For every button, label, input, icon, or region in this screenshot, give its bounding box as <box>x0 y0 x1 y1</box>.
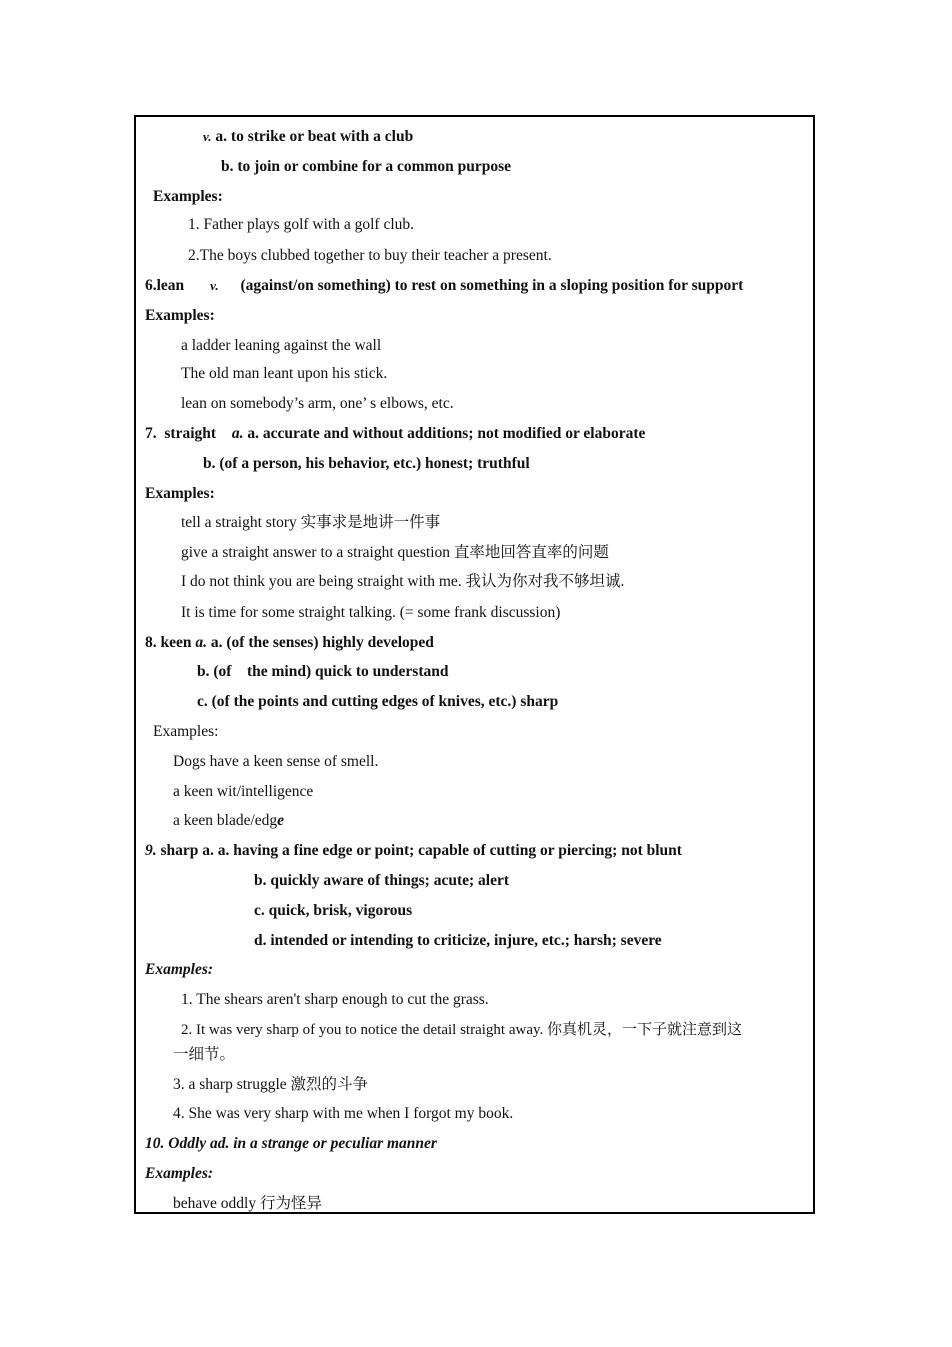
keen-example-1: Dogs have a keen sense of smell. <box>173 753 379 770</box>
club-def-a-line <box>203 128 413 146</box>
sharp-example-4: 4. She was very sharp with me when I forgot my book. <box>173 1105 514 1122</box>
straight-def-b: b. (of a person, his behavior, etc.) honest; truthful <box>203 455 530 472</box>
straight-heading <box>145 425 645 443</box>
lean-heading <box>145 277 743 295</box>
keen-def-b: b. (of the mind) quick to understand <box>197 663 449 680</box>
oddly-heading: 10. Oddly ad. in a strange or peculiar manner <box>145 1135 437 1152</box>
club-def-b: b. to join or combine for a common purpose <box>221 158 512 175</box>
club-examples-label: Examples: <box>153 188 223 205</box>
straight-def-a: a. accurate and without additions; not modified or elaborate <box>247 425 646 442</box>
keen-examples-label: Examples: <box>153 723 219 740</box>
keen-example-3-tail: e <box>277 812 285 829</box>
keen-def-a: a. (of the senses) highly developed <box>210 634 434 651</box>
straight-example-4: It is time for some straight talking. (= some frank discussion) <box>181 604 561 621</box>
straight-pos: a. <box>231 425 244 442</box>
club-def-a: a. to strike or beat with a club <box>215 128 414 145</box>
club-pos: v. <box>203 129 212 144</box>
keen-example-2: a keen wit/intelligence <box>173 783 314 800</box>
sharp-example-2-line-1: 2. It was very sharp of you to notice the detail straight away. 你真机灵，一下子就注意到这 <box>181 1022 743 1038</box>
sharp-def-c: c. quick, brisk, vigorous <box>254 902 413 919</box>
lean-example-2: The old man leant upon his stick. <box>181 365 388 382</box>
club-example-1: 1. Father plays golf with a golf club. <box>188 216 414 233</box>
keen-heading <box>145 634 434 652</box>
sharp-def-d: d. intended or intending to criticize, injure, etc.; harsh; severe <box>254 932 662 949</box>
sharp-heading <box>145 842 682 860</box>
sharp-def-a: a. having a fine edge or point; capable of cutting or piercing; not blunt <box>217 842 682 859</box>
sharp-example-2-line-2: 一细节。 <box>173 1046 236 1063</box>
oddly-examples-label: Examples: <box>145 1165 214 1182</box>
club-example-2: 2.The boys clubbed together to buy their teacher a present. <box>188 247 552 264</box>
lean-example-3: lean on somebody’s arm, one’ s elbows, etc. <box>181 395 454 412</box>
sharp-def-b: b. quickly aware of things; acute; alert <box>254 872 510 889</box>
keen-def-c: c. (of the points and cutting edges of knives, etc.) sharp <box>197 693 559 710</box>
lean-pos: v. <box>210 278 219 293</box>
straight-examples-label: Examples: <box>145 485 215 502</box>
sharp-example-3: 3. a sharp struggle 激烈的斗争 <box>173 1076 369 1093</box>
keen-example-3-main: a keen blade/edg <box>173 812 278 829</box>
straight-example-1: tell a straight story 实事求是地讲一件事 <box>181 514 441 531</box>
lean-example-1: a ladder leaning against the wall <box>181 337 382 354</box>
sharp-examples-label: Examples: <box>145 961 214 978</box>
lean-word: 6.lean <box>145 277 185 294</box>
straight-example-3: I do not think you are being straight with me. 我认为你对我不够坦诚. <box>181 573 625 590</box>
sharp-example-1: 1. The shears aren't sharp enough to cut the grass. <box>181 991 489 1008</box>
straight-word: 7. straight <box>145 425 217 442</box>
oddly-example-1: behave oddly 行为怪异 <box>173 1195 322 1212</box>
straight-example-2: give a straight answer to a straight question 直率地回答直率的问题 <box>181 544 609 561</box>
sharp-word-pos: sharp a. <box>156 842 214 859</box>
keen-pos: a. <box>195 634 207 651</box>
sharp-num: 9. <box>145 842 157 859</box>
lean-def: (against/on something) to rest on something in a sloping position for support <box>240 277 744 294</box>
keen-word: 8. keen <box>145 634 192 651</box>
keen-example-3 <box>173 812 284 830</box>
lean-examples-label: Examples: <box>145 307 215 324</box>
